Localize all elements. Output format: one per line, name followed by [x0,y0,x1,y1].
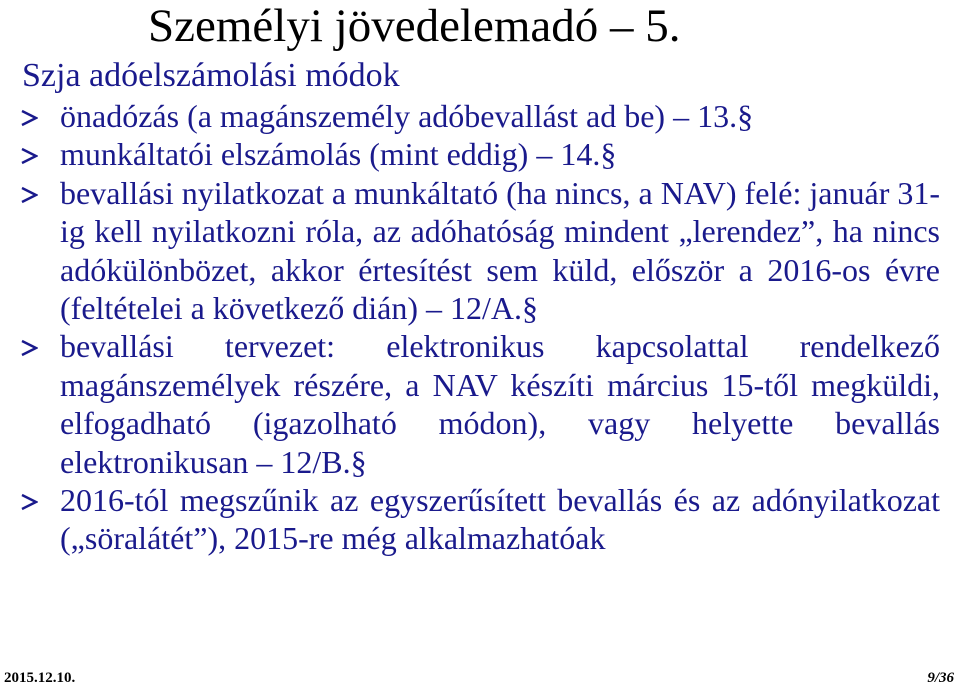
bullet-item [18,327,940,481]
arrowhead-bullet-icon [20,493,38,511]
bullet-item [18,135,940,173]
slide-subtitle: Szja adóelszámolási módok [22,57,400,94]
bullet-item [18,481,940,558]
footer-date: 2015.12.10. [4,670,76,686]
bullet-item [18,174,940,328]
arrowhead-bullet-icon [20,339,38,357]
page-number: 9/36 [927,670,954,686]
arrowhead-bullet-icon [20,147,38,165]
slide-title: Személyi jövedelemadó – 5. [148,0,681,52]
bullet-text: munkáltatói elszámolás (mint eddig) – 14.§ [60,136,617,173]
bullet-text: önadózás (a magánszemély adóbevallást ad be) – 13.§ [60,98,754,134]
bullet-item [18,97,940,135]
bullet-text: bevallási tervezet: elektronikus kapcsolattal rendelkező magánszemélyek részére, a NAV készíti március 15-től megküldi, elfogadható (igazolható módon), vagy helyette bevallás elektronikusan – 12/B.§ [60,328,940,480]
bullet-text: bevallási nyilatkozat a munkáltató (ha nincs, a NAV) felé: január 31-ig kell nyilatkozni róla, az adóhatóság mindent „lerendez”, ha nincs adókülönbözet, akkor értesítést sem küld, először a 2016-os évre (feltételei a következő dián) – 12/A.§ [60,174,940,327]
arrowhead-bullet-icon [20,109,38,127]
bullet-text: 2016-tól megszűnik az egyszerűsített bevallás és az adónyilatkozat („söralátét”), 2015-re még alkalmazhatóak [60,482,940,557]
bullet-list [18,97,940,558]
arrowhead-bullet-icon [20,186,38,204]
